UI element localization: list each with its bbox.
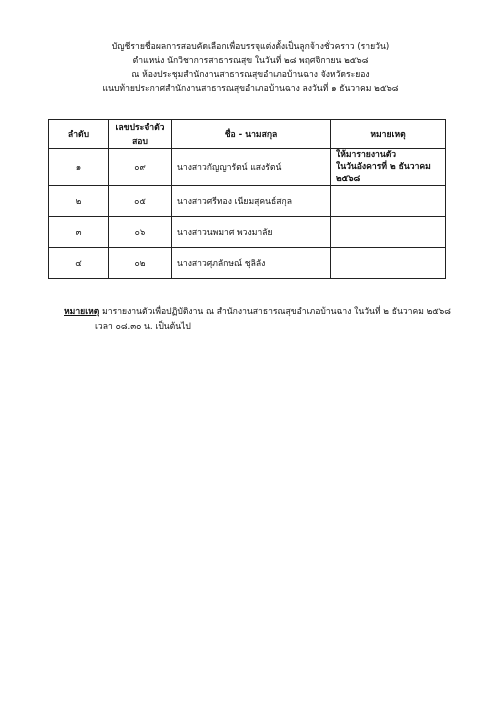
cell-remark <box>331 149 446 186</box>
remark-line: ในวันอังคารที่ ๒ ธันวาคม ๒๕๖๘ <box>336 162 431 184</box>
footnote-time: เวลา ๐๘.๓๐ น. เป็นต้นไป <box>95 322 191 332</box>
cell-order: ๓ <box>49 217 109 248</box>
cell-order: ๒ <box>49 186 109 217</box>
table-row <box>49 248 446 279</box>
cell-name: นางสาวศรีทอง เนียมสุคนธ์สกุล <box>172 186 331 217</box>
cell-order: ๔ <box>49 248 109 279</box>
footnote-line <box>64 305 451 320</box>
remark-line: ให้มารายงานตัว <box>336 150 397 160</box>
table-header-row <box>49 120 446 149</box>
footnote <box>64 305 451 335</box>
header-order: ลำดับ <box>49 120 109 149</box>
cell-order: ๑ <box>49 149 109 186</box>
header-attachment: แนบท้ายประกาศสำนักงานสาธารณสุขอำเภอบ้านฉาง ลงวันที่ ๑ ธันวาคม ๒๕๖๘ <box>102 84 399 94</box>
header-title: บัญชีรายชื่อผลการสอบคัดเลือกเพื่อบรรจุแต่งตั้งเป็นลูกจ้างชั่วคราว (รายวัน) <box>111 42 390 52</box>
header-name: ชื่อ - นามสกุล <box>172 120 331 149</box>
table-row <box>49 217 446 248</box>
cell-name: นางสาวนพมาศ พวงมาลัย <box>172 217 331 248</box>
header-position: ตำแหน่ง นักวิชาการสาธารณสุข ในวันที่ ๒๘ พฤศจิกายน ๒๕๖๘ <box>132 56 369 66</box>
header-exam-id: เลขประจำตัวสอบ <box>109 120 172 149</box>
cell-name: นางสาวกัญญารัตน์ แสงรัตน์ <box>172 149 331 186</box>
footnote-text: มารายงานตัวเพื่อปฏิบัติงาน ณ สำนักงานสาธารณสุขอำเภอบ้านฉาง ในวันที่ ๒ ธันวาคม ๒๕๖๘ <box>102 307 451 317</box>
results-table <box>48 119 446 279</box>
cell-remark <box>331 186 446 217</box>
table-row <box>49 149 446 186</box>
cell-name: นางสาวศุภลักษณ์ ชุลิลัง <box>172 248 331 279</box>
table-row <box>49 186 446 217</box>
cell-remark <box>331 217 446 248</box>
cell-exam-id: ๐๙ <box>109 149 172 186</box>
cell-exam-id: ๐๖ <box>109 217 172 248</box>
document-header <box>0 40 501 96</box>
cell-exam-id: ๐๒ <box>109 248 172 279</box>
cell-remark <box>331 248 446 279</box>
header-location: ณ ห้องประชุมสำนักงานสาธารณสุขอำเภอบ้านฉาง จังหวัดระยอง <box>131 70 370 80</box>
footnote-label: หมายเหตุ <box>64 307 100 317</box>
cell-exam-id: ๐๕ <box>109 186 172 217</box>
header-remark: หมายเหตุ <box>331 120 446 149</box>
